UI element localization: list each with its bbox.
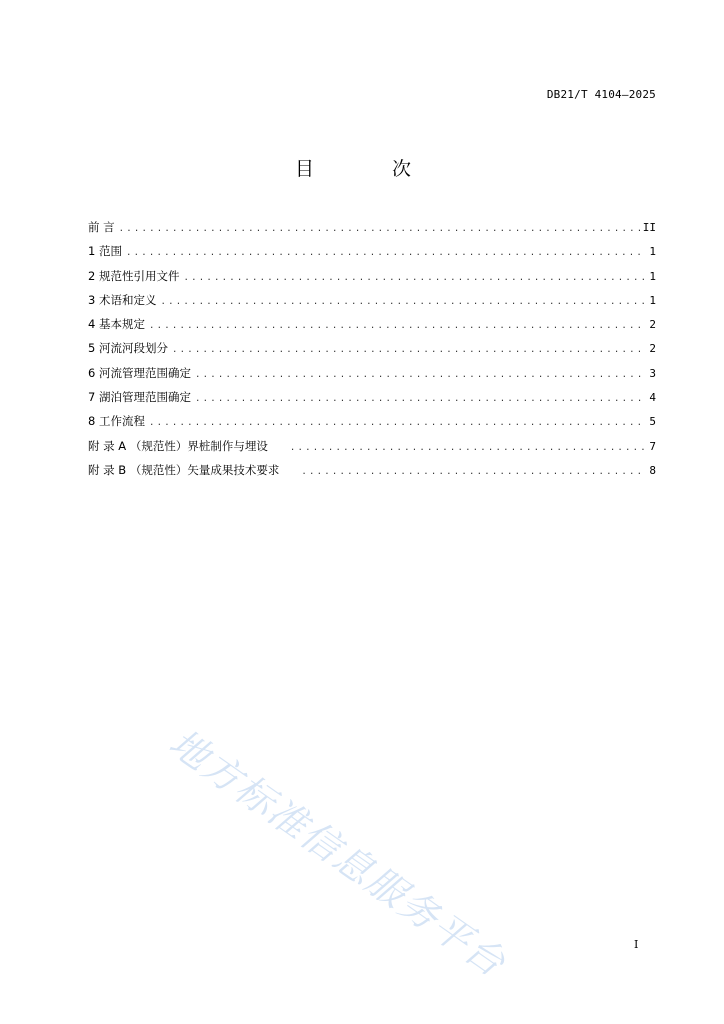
toc-leader-dots (160, 294, 646, 310)
toc-entry-label: 前 言 (88, 220, 115, 234)
toc-entry-page: 4 (649, 391, 656, 405)
toc-entry-label: 2 规范性引用文件 (88, 268, 180, 283)
page-number: I (634, 938, 639, 951)
toc-entry-foreword[interactable] (88, 219, 656, 243)
toc-entry-page: 8 (649, 463, 656, 477)
toc-entry-basic-provisions[interactable] (88, 316, 656, 340)
toc-entry-label: 附 录 A （规范性）界桩制作与埋设 (88, 438, 268, 453)
toc-entry-page: 7 (649, 439, 656, 453)
toc-entry-scope[interactable] (88, 243, 656, 267)
toc-leader-dots (195, 367, 646, 383)
toc-entry-label: 4 基本规定 (88, 317, 145, 332)
toc-entry-page: 2 (649, 342, 656, 356)
table-of-contents (88, 219, 656, 486)
toc-entry-river-section-division[interactable] (88, 340, 656, 364)
toc-entry-label: 5 河流河段划分 (88, 341, 168, 356)
toc-entry-river-management-scope[interactable] (88, 365, 656, 389)
toc-entry-page: 5 (649, 415, 656, 429)
toc-entry-appendix-b[interactable] (88, 462, 656, 486)
toc-entry-label: 8 工作流程 (88, 414, 145, 429)
toc-entry-appendix-a[interactable] (88, 438, 656, 462)
toc-leader-dots (290, 440, 647, 456)
toc-entry-page: 2 (649, 318, 656, 332)
document-code: DB21/T 4104—2025 (546, 88, 656, 101)
toc-entry-normative-references[interactable] (88, 268, 656, 292)
toc-leader-dots (183, 270, 646, 286)
toc-leader-dots (149, 415, 646, 431)
toc-entry-page: II (642, 221, 656, 234)
watermark: 地方标准信息服务平台 (161, 720, 515, 986)
toc-entry-page: 3 (649, 366, 656, 380)
toc-leader-dots (301, 464, 646, 480)
toc-leader-dots (172, 342, 646, 358)
toc-entry-label: 1 范围 (88, 244, 122, 259)
toc-entry-label: 7 湖泊管理范围确定 (88, 390, 191, 405)
toc-leader-dots (119, 221, 640, 237)
toc-entry-label: 6 河流管理范围确定 (88, 365, 191, 380)
toc-entry-page: 1 (649, 293, 656, 307)
toc-leader-dots (195, 391, 646, 407)
toc-entry-label: 3 术语和定义 (88, 292, 157, 307)
toc-leader-dots (126, 245, 646, 261)
page-title: 目 次 (294, 158, 448, 180)
toc-entry-workflow[interactable] (88, 413, 656, 437)
toc-leader-dots (149, 318, 646, 334)
toc-entry-label: 附 录 B （规范性）矢量成果技术要求 (88, 462, 280, 477)
toc-entry-terms-definitions[interactable] (88, 292, 656, 316)
toc-entry-lake-management-scope[interactable] (88, 389, 656, 413)
toc-entry-page: 1 (649, 245, 656, 259)
toc-entry-page: 1 (649, 269, 656, 283)
